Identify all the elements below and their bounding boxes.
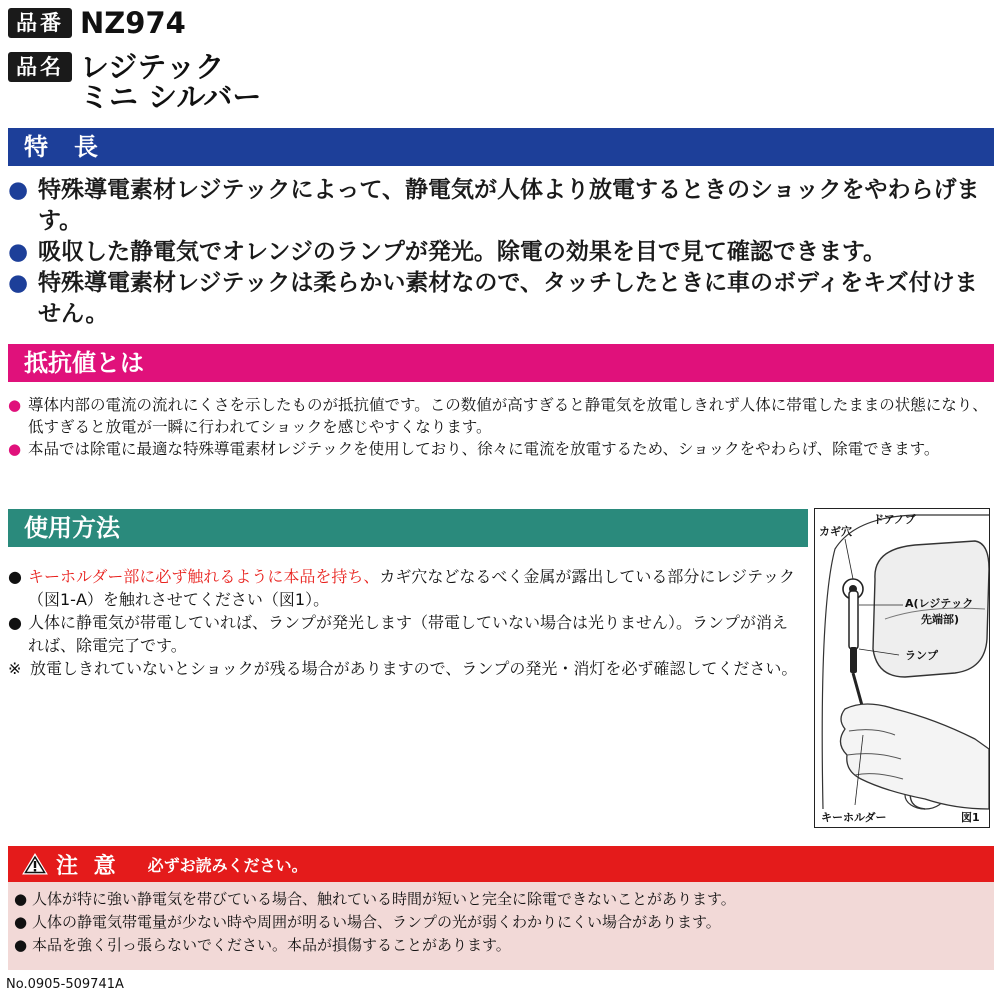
usage-note: ※ 放電しきれていないとショックが残る場合がありますので、ランプの発光・消灯を必ず確認してください。 [8,659,798,678]
bullet-icon: ● [14,913,28,931]
bullet-icon: ● [8,396,22,414]
usage-list [8,565,798,680]
note-mark: ※ [8,659,22,678]
features-heading: 特長 [8,128,994,166]
label-a-line1: A(レジテック [905,597,974,610]
bullet-icon: ● [8,613,22,632]
resistance-item: ● 本品では除電に最適な特殊導電素材レジテックを使用しており、徐々に電流を放電するため、ショックをやわらげ、除電できます。 [8,440,940,458]
resistance-list [8,394,992,460]
caution-item: ● 本品を強く引っ張らないでください。本品が損傷することがあります。 [14,934,994,957]
label-figure-number: 図1 [961,811,980,824]
caution-heading [8,846,994,882]
figure-1 [814,508,990,828]
feature-item: ● 吸収した静電気でオレンジのランプが発光。除電の効果を目で見て確認できます。 [8,237,992,268]
usage-highlight: キーホルダー部に必ず触れるように本品を持ち、 [28,567,380,586]
resistance-item: ● 導体内部の電流の流れにくさを示したものが抵抗値です。この数値が高すぎると静電気を放電しきれず人体に帯電したままの状態になり、低すぎると放電が一瞬に行われてショックを感じやすくなります。 [8,396,988,436]
door-handle-illustration [815,509,989,827]
label-a-line2: 先端部) [921,613,960,626]
label-keyhole: カギ穴 [819,525,852,538]
bullet-icon: ● [8,567,22,586]
caution-subtitle: 必ずお読みください。 [147,855,308,875]
caution-item: ● 人体が特に強い静電気を帯びている場合、触れている時間が短いと完全に除電できないことがあります。 [14,888,994,911]
warning-icon [22,852,48,876]
features-list [8,175,992,330]
usage-item: ● キーホルダー部に必ず触れるように本品を持ち、カギ穴などなるべく金属が露出している部分にレジテック（図1-A）を触れさせてください（図1）。 [8,567,795,609]
label-keyholder: キーホルダー [821,811,887,824]
label-doorknob: ドアノブ [873,513,916,526]
resistance-heading: 抵抗値とは [8,344,994,382]
document-number: No.0905-509741A [6,977,124,992]
usage-item: ● 人体に静電気が帯電していれば、ランプが発光します（帯電していない場合は光りません）。ランプが消えれば、除電完了です。 [8,613,789,655]
bullet-icon: ● [8,440,22,458]
bullet-icon: ● [14,936,28,954]
caution-title: 注 意 [56,853,120,879]
usage-heading: 使用方法 [8,509,808,547]
bullet-icon: ● [8,270,29,296]
caution-panel [8,882,994,970]
bullet-icon: ● [8,239,29,265]
caution-list [8,882,994,957]
product-name-line1: レジテック [80,50,225,84]
caution-item: ● 人体の静電気帯電量が少ない時や周囲が明るい場合、ランプの光が弱くわかりにくい場合があります。 [14,911,994,934]
product-number-label: 品番 [8,8,72,38]
bullet-icon: ● [14,890,28,908]
product-number-row [8,8,186,38]
product-name-line2: ミニ シルバー [80,80,262,114]
feature-item: ● 特殊導電素材レジテックは柔らかい素材なので、タッチしたときに車のボディをキズ付けません。 [8,270,978,327]
product-name-label: 品名 [8,52,72,82]
product-number-value: NZ974 [80,6,186,40]
product-name-row [8,52,261,112]
feature-item: ● 特殊導電素材レジテックによって、静電気が人体より放電するときのショックをやわらげます。 [8,177,980,234]
label-lamp: ランプ [905,649,938,662]
bullet-icon: ● [8,177,29,203]
